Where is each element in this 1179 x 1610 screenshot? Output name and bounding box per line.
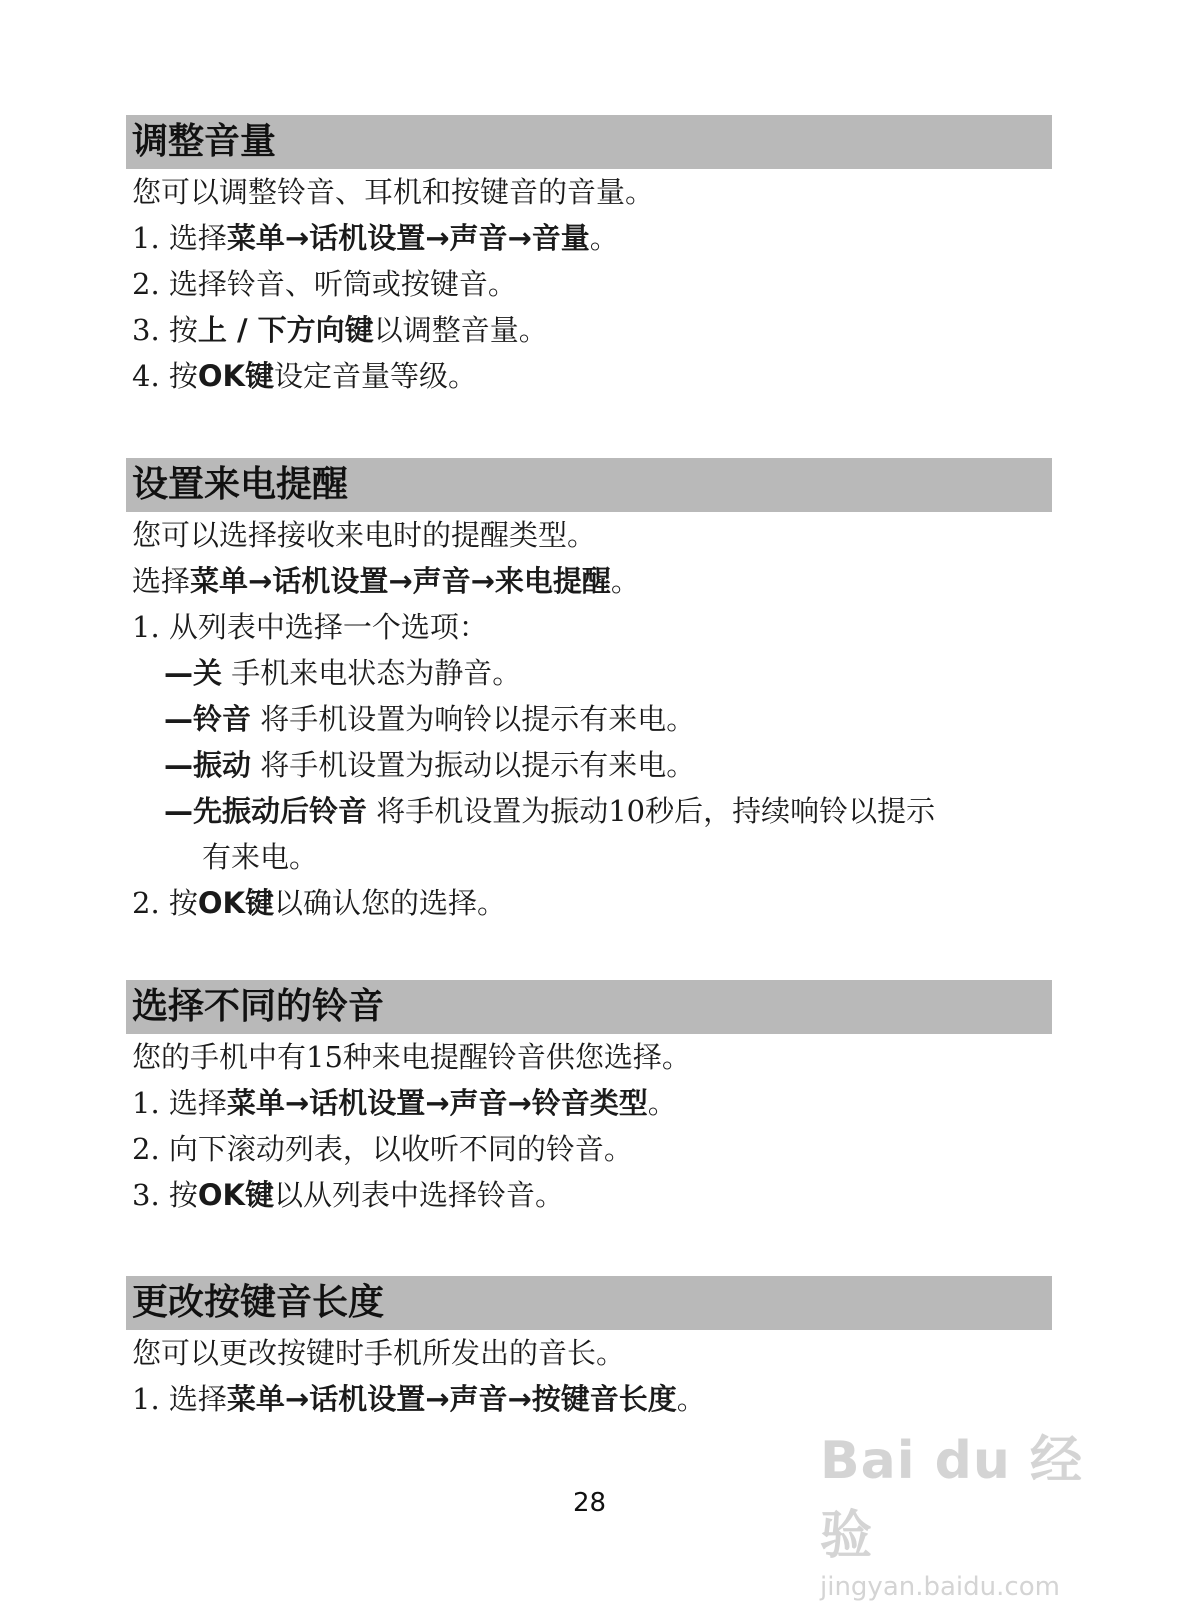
section-adjust-volume [132, 115, 1052, 399]
baidu-jingyan-watermark [820, 1418, 1120, 1602]
text-segment: 。 [589, 221, 619, 255]
body-line [132, 696, 1052, 742]
body-line [132, 788, 1052, 834]
text-segment: 将手机设置为响铃以提示有来电。 [251, 702, 696, 736]
bold-term: OK键 [197, 359, 275, 393]
section-heading: 设置来电提醒 [126, 458, 1052, 512]
text-segment: 1. 选择 [132, 221, 227, 255]
section-heading: 选择不同的铃音 [126, 980, 1052, 1034]
body-line [132, 215, 1052, 261]
bold-term: 菜单→话机设置→声音→音量 [226, 221, 590, 255]
body-line [132, 1080, 1052, 1126]
text-segment: 您的手机中有15种来电提醒铃音供您选择。 [132, 1040, 691, 1074]
body-line [132, 1376, 1052, 1422]
text-segment: 2. 选择铃音、听筒或按键音。 [132, 267, 517, 301]
bold-term: 菜单→话机设置→声音→按键音长度 [226, 1382, 677, 1416]
text-segment: 将手机设置为振动以提示有来电。 [251, 748, 696, 782]
text-segment: 3. 按 [132, 1178, 198, 1212]
text-segment: 2. 按 [132, 886, 198, 920]
text-segment: 将手机设置为振动10秒后，持续响铃以提示 [367, 794, 936, 828]
body-line [132, 512, 1052, 558]
body-line [132, 261, 1052, 307]
body-line [132, 880, 1052, 926]
body-line [132, 307, 1052, 353]
text-segment: 手机来电状态为静音。 [222, 656, 522, 690]
bold-term: —关 [164, 656, 223, 690]
text-segment: 有来电。 [202, 840, 319, 874]
text-segment: 。 [647, 1086, 677, 1120]
bold-term: —铃音 [164, 702, 252, 736]
body-line [132, 650, 1052, 696]
body-line [132, 1126, 1052, 1172]
body-line [132, 169, 1052, 215]
text-segment: 您可以调整铃音、耳机和按键音的音量。 [132, 175, 655, 209]
bold-term: 上 / 下方向键 [197, 313, 374, 347]
text-segment: 2. 向下滚动列表，以收听不同的铃音。 [132, 1132, 633, 1166]
body-line [132, 353, 1052, 399]
body-line [132, 558, 1052, 604]
body-line [132, 742, 1052, 788]
watermark-url: jingyan.baidu.com [820, 1572, 1060, 1602]
bold-term: —先振动后铃音 [164, 794, 368, 828]
section-select-ringtone [132, 980, 1052, 1218]
body-line [132, 1330, 1052, 1376]
bold-term: OK键 [197, 1178, 275, 1212]
section-incoming-call-alert [132, 458, 1052, 926]
bold-term: OK键 [197, 886, 275, 920]
bold-term: —振动 [164, 748, 252, 782]
watermark-logo: Bai du 经验 [820, 1431, 1083, 1566]
text-segment: 1. 从列表中选择一个选项： [132, 610, 488, 644]
text-segment: 1. 选择 [132, 1086, 227, 1120]
section-key-tone-length [132, 1276, 1052, 1422]
body-line [132, 1172, 1052, 1218]
body-line [132, 834, 1052, 880]
section-heading: 更改按键音长度 [126, 1276, 1052, 1330]
text-segment: 选择 [132, 564, 191, 598]
bold-term: 菜单→话机设置→声音→来电提醒 [190, 564, 611, 598]
text-segment: 您可以更改按键时手机所发出的音长。 [132, 1336, 626, 1370]
text-segment: 以调整音量。 [373, 313, 548, 347]
text-segment: 您可以选择接收来电时的提醒类型。 [132, 518, 597, 552]
section-heading: 调整音量 [126, 115, 1052, 169]
text-segment: 。 [610, 564, 640, 598]
text-segment: 设定音量等级。 [274, 359, 478, 393]
text-segment: 以从列表中选择铃音。 [274, 1178, 565, 1212]
page-number: 28 [572, 1488, 607, 1518]
body-line [132, 1034, 1052, 1080]
text-segment: 3. 按 [132, 313, 198, 347]
text-segment: 以确认您的选择。 [274, 886, 507, 920]
text-segment: 。 [676, 1382, 706, 1416]
body-line [132, 604, 1052, 650]
bold-term: 菜单→话机设置→声音→铃音类型 [226, 1086, 648, 1120]
text-segment: 1. 选择 [132, 1382, 227, 1416]
text-segment: 4. 按 [132, 359, 198, 393]
